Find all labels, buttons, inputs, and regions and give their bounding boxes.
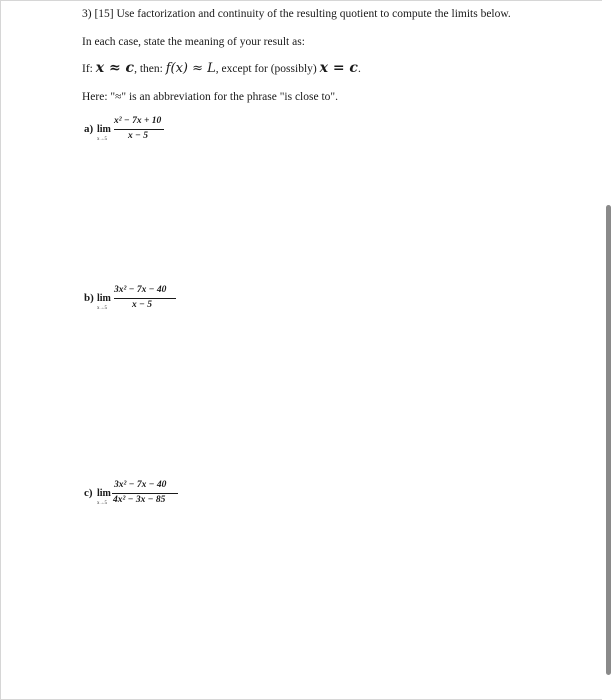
if-prefix: If:: [82, 63, 93, 75]
part-b: [84, 287, 234, 317]
part-a-lim: lim: [97, 124, 111, 135]
part-c-label: c): [84, 487, 93, 499]
part-b-numerator: 3x² − 7x − 40: [114, 285, 167, 295]
part-a-fraction-bar: [114, 129, 164, 130]
part-c: [84, 482, 234, 512]
question-header: 3) [15] Use factorization and continuity of the resulting quotient to compute the limits below.: [82, 8, 511, 20]
except-text: , except for (possibly): [215, 63, 317, 75]
part-a: [84, 118, 224, 148]
except-expression: x = c: [319, 60, 358, 76]
then-text: , then:: [134, 63, 163, 75]
part-b-lim-sub: x→5: [97, 306, 107, 311]
scrollbar-thumb[interactable]: [606, 205, 611, 675]
part-b-fraction-bar: [114, 298, 176, 299]
period: .: [357, 63, 361, 75]
scrollbar-track[interactable]: [602, 0, 612, 700]
part-a-numerator: x² − 7x + 10: [114, 116, 162, 126]
part-b-denominator: x − 5: [132, 300, 153, 310]
part-c-fraction-bar: [112, 493, 178, 494]
part-c-numerator: 3x² − 7x − 40: [114, 480, 167, 490]
part-c-lim-sub: x→5: [97, 501, 107, 506]
part-a-denominator: x − 5: [128, 131, 149, 141]
part-c-lim: lim: [97, 488, 111, 499]
part-b-label: b): [84, 292, 94, 304]
part-c-denominator: 4x² − 3x − 85: [113, 495, 166, 505]
meaning-statement: [82, 60, 361, 76]
part-a-label: a): [84, 123, 94, 135]
note-text: Here: "≈" is an abbreviation for the phrase "is close to".: [82, 91, 338, 103]
part-a-lim-sub: x→5: [97, 137, 107, 142]
if-condition: x ≈ c: [95, 60, 135, 76]
instruction-text: In each case, state the meaning of your result as:: [82, 36, 305, 48]
then-expression: f(x) ≈ L: [165, 61, 216, 76]
part-b-lim: lim: [97, 293, 111, 304]
